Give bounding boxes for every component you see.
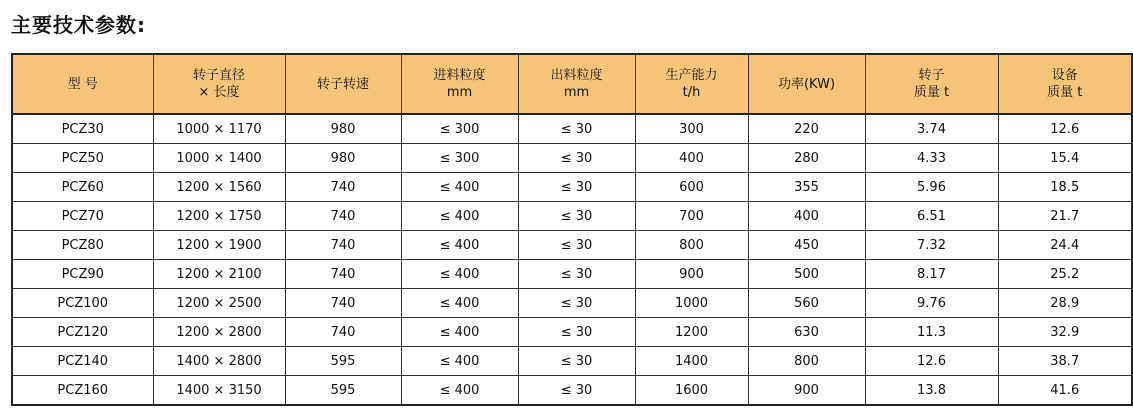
- header-line2: mm: [446, 85, 473, 100]
- table-row: [12, 347, 1132, 376]
- cell-rotor-size: 1200 × 2800: [153, 318, 285, 347]
- cell-model: PCZ160: [12, 376, 153, 406]
- cell-rotor-speed: 595: [285, 376, 401, 406]
- cell-power: 900: [748, 376, 865, 406]
- header-discharge-size: [518, 54, 635, 114]
- cell-rotor-speed: 980: [285, 114, 401, 144]
- cell-capacity: 800: [635, 231, 748, 260]
- header-machine-weight: [998, 54, 1132, 114]
- cell-power: 450: [748, 231, 865, 260]
- table-row: [12, 260, 1132, 289]
- cell-rotor-size: 1000 × 1400: [153, 144, 285, 173]
- cell-machine-weight: 28.9: [998, 289, 1132, 318]
- cell-rotor-speed: 740: [285, 260, 401, 289]
- header-line1: 转子: [918, 68, 945, 83]
- cell-rotor-speed: 980: [285, 144, 401, 173]
- cell-feed-size: ≤ 400: [401, 231, 518, 260]
- cell-rotor-weight: 8.17: [865, 260, 998, 289]
- cell-power: 400: [748, 202, 865, 231]
- cell-model: PCZ80: [12, 231, 153, 260]
- cell-power: 800: [748, 347, 865, 376]
- table-row: [12, 144, 1132, 173]
- cell-rotor-weight: 12.6: [865, 347, 998, 376]
- cell-machine-weight: 21.7: [998, 202, 1132, 231]
- cell-discharge-size: ≤ 30: [518, 202, 635, 231]
- cell-machine-weight: 38.7: [998, 347, 1132, 376]
- cell-rotor-size: 1200 × 2500: [153, 289, 285, 318]
- cell-rotor-size: 1400 × 3150: [153, 376, 285, 406]
- cell-feed-size: ≤ 400: [401, 318, 518, 347]
- cell-discharge-size: ≤ 30: [518, 231, 635, 260]
- header-line2: t/h: [682, 85, 701, 100]
- cell-capacity: 1000: [635, 289, 748, 318]
- cell-machine-weight: 15.4: [998, 144, 1132, 173]
- cell-model: PCZ90: [12, 260, 153, 289]
- cell-discharge-size: ≤ 30: [518, 260, 635, 289]
- cell-rotor-size: 1200 × 1900: [153, 231, 285, 260]
- cell-power: 630: [748, 318, 865, 347]
- cell-machine-weight: 24.4: [998, 231, 1132, 260]
- cell-feed-size: ≤ 400: [401, 260, 518, 289]
- cell-rotor-speed: 740: [285, 289, 401, 318]
- cell-rotor-weight: 9.76: [865, 289, 998, 318]
- cell-discharge-size: ≤ 30: [518, 114, 635, 144]
- cell-machine-weight: 25.2: [998, 260, 1132, 289]
- cell-model: PCZ140: [12, 347, 153, 376]
- header-rotor-weight: [865, 54, 998, 114]
- cell-feed-size: ≤ 400: [401, 202, 518, 231]
- table-row: [12, 231, 1132, 260]
- cell-rotor-size: 1200 × 1560: [153, 173, 285, 202]
- cell-feed-size: ≤ 400: [401, 289, 518, 318]
- cell-machine-weight: 41.6: [998, 376, 1132, 406]
- cell-feed-size: ≤ 400: [401, 173, 518, 202]
- cell-capacity: 300: [635, 114, 748, 144]
- cell-capacity: 900: [635, 260, 748, 289]
- header-rotor-speed: [285, 54, 401, 114]
- header-line1: 出料粒度: [550, 68, 603, 83]
- header-line2: 质量 t: [1047, 85, 1083, 100]
- cell-rotor-speed: 740: [285, 318, 401, 347]
- cell-machine-weight: 18.5: [998, 173, 1132, 202]
- cell-feed-size: ≤ 400: [401, 347, 518, 376]
- header-line2: mm: [563, 85, 590, 100]
- cell-model: PCZ120: [12, 318, 153, 347]
- cell-capacity: 600: [635, 173, 748, 202]
- table-row: [12, 376, 1132, 406]
- cell-power: 280: [748, 144, 865, 173]
- cell-rotor-weight: 13.8: [865, 376, 998, 406]
- cell-rotor-speed: 740: [285, 173, 401, 202]
- cell-rotor-speed: 740: [285, 231, 401, 260]
- header-line1: 进料粒度: [433, 68, 486, 83]
- cell-discharge-size: ≤ 30: [518, 289, 635, 318]
- cell-feed-size: ≤ 400: [401, 376, 518, 406]
- header-model: [12, 54, 153, 114]
- table-body: [12, 114, 1132, 405]
- cell-model: PCZ70: [12, 202, 153, 231]
- cell-power: 500: [748, 260, 865, 289]
- cell-model: PCZ100: [12, 289, 153, 318]
- cell-rotor-size: 1400 × 2800: [153, 347, 285, 376]
- cell-rotor-size: 1200 × 2100: [153, 260, 285, 289]
- cell-discharge-size: ≤ 30: [518, 347, 635, 376]
- cell-capacity: 400: [635, 144, 748, 173]
- cell-model: PCZ50: [12, 144, 153, 173]
- spec-table: [11, 53, 1133, 406]
- cell-discharge-size: ≤ 30: [518, 318, 635, 347]
- cell-rotor-speed: 595: [285, 347, 401, 376]
- header-line2: × 长度: [198, 85, 240, 100]
- table-header: [12, 54, 1132, 114]
- cell-discharge-size: ≤ 30: [518, 144, 635, 173]
- table-row: [12, 114, 1132, 144]
- cell-rotor-weight: 3.74: [865, 114, 998, 144]
- header-line1: 转子转速: [316, 76, 369, 92]
- table-row: [12, 318, 1132, 347]
- cell-discharge-size: ≤ 30: [518, 173, 635, 202]
- cell-machine-weight: 12.6: [998, 114, 1132, 144]
- header-line2: 质量 t: [913, 85, 950, 100]
- header-row: [12, 54, 1132, 114]
- cell-capacity: 1400: [635, 347, 748, 376]
- cell-rotor-speed: 740: [285, 202, 401, 231]
- cell-rotor-weight: 11.3: [865, 318, 998, 347]
- header-capacity: [635, 54, 748, 114]
- cell-rotor-weight: 4.33: [865, 144, 998, 173]
- cell-rotor-weight: 5.96: [865, 173, 998, 202]
- cell-feed-size: ≤ 300: [401, 144, 518, 173]
- header-rotor-size: [153, 54, 285, 114]
- cell-power: 220: [748, 114, 865, 144]
- cell-rotor-size: 1200 × 1750: [153, 202, 285, 231]
- cell-capacity: 700: [635, 202, 748, 231]
- cell-model: PCZ60: [12, 173, 153, 202]
- cell-discharge-size: ≤ 30: [518, 376, 635, 406]
- header-line1: 生产能力: [665, 68, 718, 83]
- cell-rotor-weight: 6.51: [865, 202, 998, 231]
- cell-power: 355: [748, 173, 865, 202]
- cell-rotor-weight: 7.32: [865, 231, 998, 260]
- header-line1: 功率(KW): [777, 76, 836, 92]
- cell-capacity: 1600: [635, 376, 748, 406]
- cell-model: PCZ30: [12, 114, 153, 144]
- table-row: [12, 202, 1132, 231]
- cell-power: 560: [748, 289, 865, 318]
- cell-feed-size: ≤ 300: [401, 114, 518, 144]
- page-title: 主要技术参数:: [11, 13, 146, 37]
- header-power: [748, 54, 865, 114]
- table-row: [12, 173, 1132, 202]
- header-line1: 转子直径: [192, 68, 245, 83]
- header-line1: 型 号: [67, 76, 98, 92]
- table-row: [12, 289, 1132, 318]
- cell-capacity: 1200: [635, 318, 748, 347]
- header-feed-size: [401, 54, 518, 114]
- header-line1: 设备: [1051, 68, 1078, 83]
- cell-rotor-size: 1000 × 1170: [153, 114, 285, 144]
- cell-machine-weight: 32.9: [998, 318, 1132, 347]
